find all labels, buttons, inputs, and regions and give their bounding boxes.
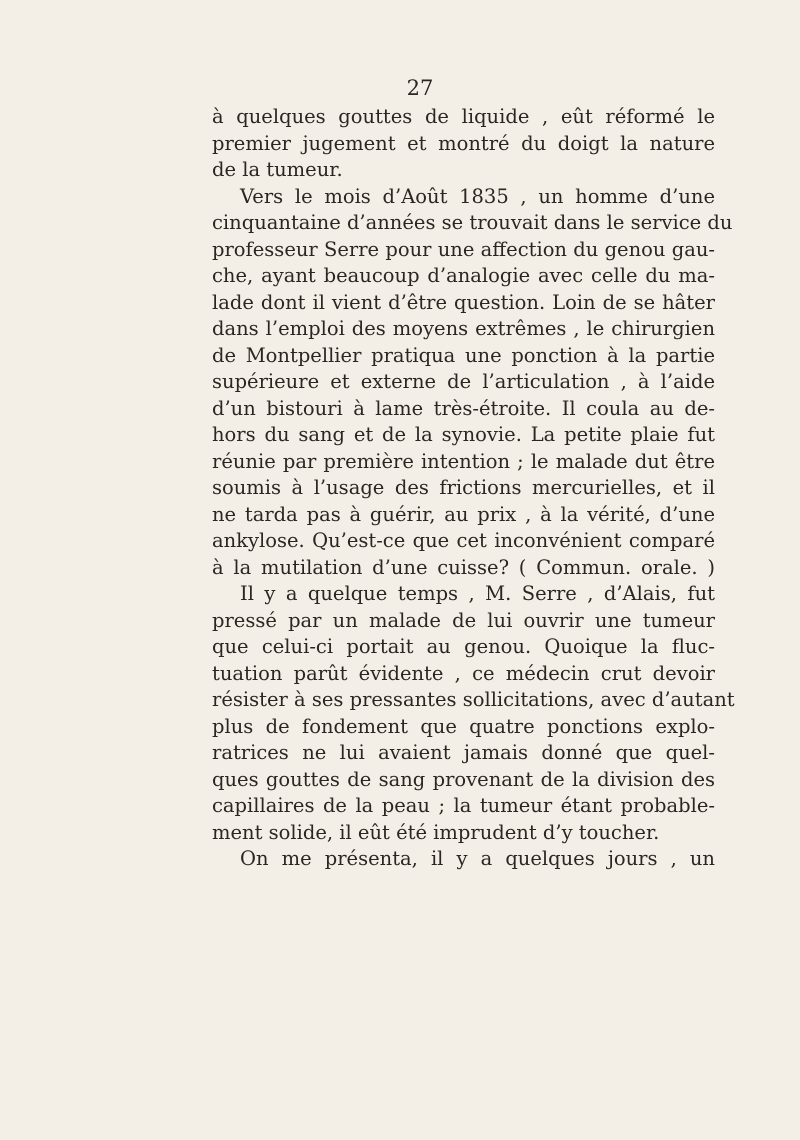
page-number: 27 bbox=[406, 76, 434, 100]
text-line: d’un bistouri à lame très-étroite. Il coula au de- bbox=[212, 396, 715, 420]
text-line: ankylose. Qu’est-ce que cet inconvénient comparé bbox=[212, 529, 715, 552]
text-line: che, ayant beaucoup d’analogie avec celle du ma- bbox=[212, 264, 715, 287]
text-line: résister à ses pressantes sollicitations, avec d’autant bbox=[212, 688, 735, 711]
text-line: Il y a quelque temps , M. Serre , d’Alais, fut bbox=[240, 582, 715, 605]
text-line: ratrices ne lui avaient jamais donné que quel- bbox=[212, 741, 715, 764]
text-line: hors du sang et de la synovie. La petite plaie fut bbox=[212, 423, 715, 446]
text-line: lade dont il vient d’être question. Loin de se hâter bbox=[212, 290, 715, 314]
text-line: tuation parût évidente , ce médecin crut devoir bbox=[212, 661, 715, 685]
text-line: supérieure et externe de l’articulation , à l’aide bbox=[212, 370, 715, 393]
text-line: professeur Serre pour une affection du genou gau- bbox=[212, 237, 715, 261]
text-line: capillaires de la peau ; la tumeur étant probable- bbox=[212, 794, 715, 817]
text-line: réunie par première intention ; le malade dut être bbox=[212, 449, 715, 473]
text-line: pressé par un malade de lui ouvrir une tumeur bbox=[212, 608, 715, 632]
text-line: plus de fondement que quatre ponctions explo- bbox=[212, 714, 715, 738]
text-line: soumis à l’usage des frictions mercurielles, et il bbox=[212, 476, 715, 499]
text-line: On me présenta, il y a quelques jours , un bbox=[240, 847, 715, 870]
text-line: de Montpellier pratiqua une ponction à la partie bbox=[212, 343, 715, 367]
text-line: ques gouttes de sang provenant de la division des bbox=[212, 767, 715, 791]
text-line: cinquantaine d’années se trouvait dans le service du bbox=[212, 211, 733, 234]
text-line: dans l’emploi des moyens extrêmes , le chirurgien bbox=[212, 317, 715, 340]
text-line: ment solide, il eût été imprudent d’y toucher. bbox=[212, 820, 660, 844]
text-line: que celui-ci portait au genou. Quoique la fluc- bbox=[212, 635, 715, 658]
body-text bbox=[212, 104, 735, 873]
text-line: premier jugement et montré du doigt la nature bbox=[212, 131, 715, 155]
text-line: ne tarda pas à guérir, au prix , à la vérité, d’une bbox=[212, 502, 715, 526]
text-line: à la mutilation d’une cuisse? ( Commun. orale. ) bbox=[212, 555, 715, 579]
text-line: Vers le mois d’Août 1835 , un homme d’une bbox=[240, 184, 715, 208]
text-line: à quelques gouttes de liquide , eût réformé le bbox=[212, 105, 715, 128]
text-line: de la tumeur. bbox=[212, 158, 343, 181]
